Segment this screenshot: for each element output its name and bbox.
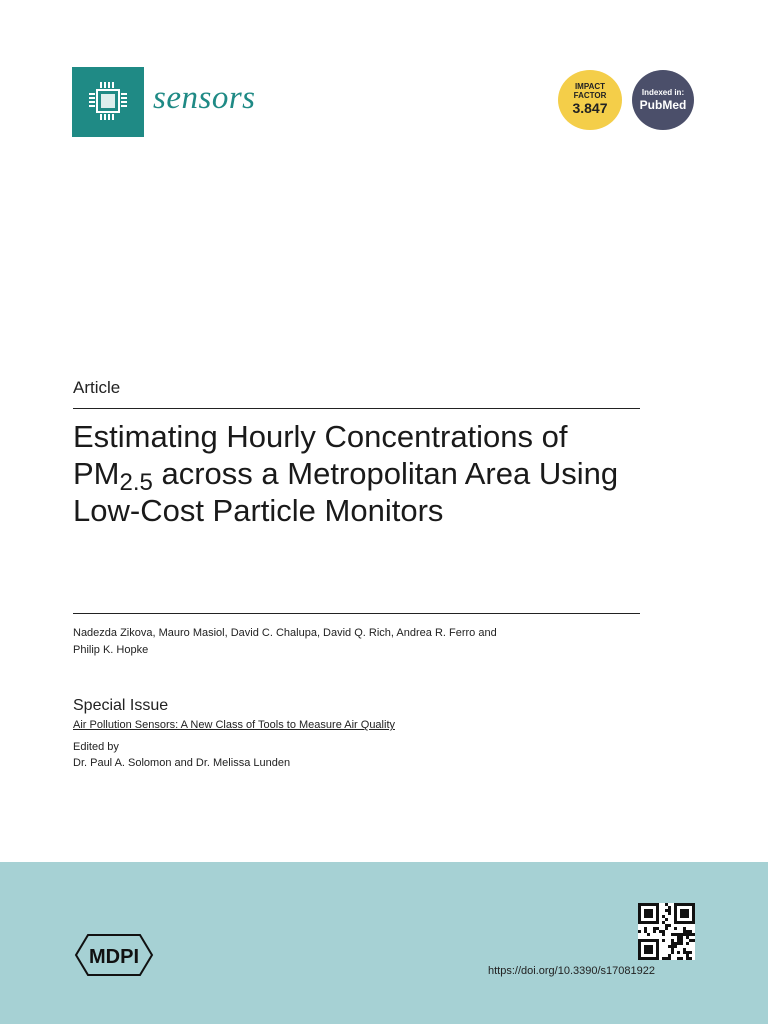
edited-by-label: Edited by bbox=[73, 741, 119, 753]
divider-bottom bbox=[73, 613, 640, 614]
publisher-name: MDPI bbox=[89, 946, 139, 968]
journal-logo bbox=[72, 67, 144, 137]
authors-line2: Philip K. Hopke bbox=[73, 644, 149, 656]
impact-badge-line1: IMPACT bbox=[574, 82, 606, 91]
impact-badge-line2: FACTOR bbox=[573, 91, 607, 100]
chip-icon bbox=[72, 67, 144, 137]
special-issue-heading: Special Issue bbox=[73, 697, 169, 714]
pubmed-badge-line2: PubMed bbox=[639, 98, 687, 112]
mdpi-logo bbox=[72, 931, 156, 986]
article-title bbox=[73, 418, 640, 529]
qr-code-icon bbox=[638, 903, 695, 960]
authors-line1: Nadezda Zikova, Mauro Masiol, David C. Chalupa, David Q. Rich, Andrea R. Ferro and bbox=[73, 627, 497, 639]
author-list bbox=[73, 625, 633, 659]
article-type: Article bbox=[73, 378, 121, 397]
title-subscript: 2.5 bbox=[119, 469, 153, 496]
special-issue-link[interactable]: Air Pollution Sensors: A New Class of Tools to Measure Air Quality bbox=[73, 719, 395, 731]
pubmed-badge[interactable] bbox=[632, 70, 694, 130]
impact-factor-value: 3.847 bbox=[572, 100, 608, 116]
impact-factor-badge[interactable] bbox=[558, 70, 622, 130]
title-part1: Estimating Hourly Concentrations of PM bbox=[73, 419, 568, 491]
editors: Dr. Paul A. Solomon and Dr. Melissa Lunden bbox=[73, 757, 291, 769]
title-part2: across a Metropolitan Area Using Low-Cost Particle Monitors bbox=[73, 456, 619, 528]
pubmed-badge-line1: Indexed in: bbox=[641, 88, 685, 97]
divider-top bbox=[73, 408, 640, 409]
doi-link[interactable]: https://doi.org/10.3390/s17081922 bbox=[488, 965, 655, 977]
journal-name: sensors bbox=[153, 80, 256, 116]
